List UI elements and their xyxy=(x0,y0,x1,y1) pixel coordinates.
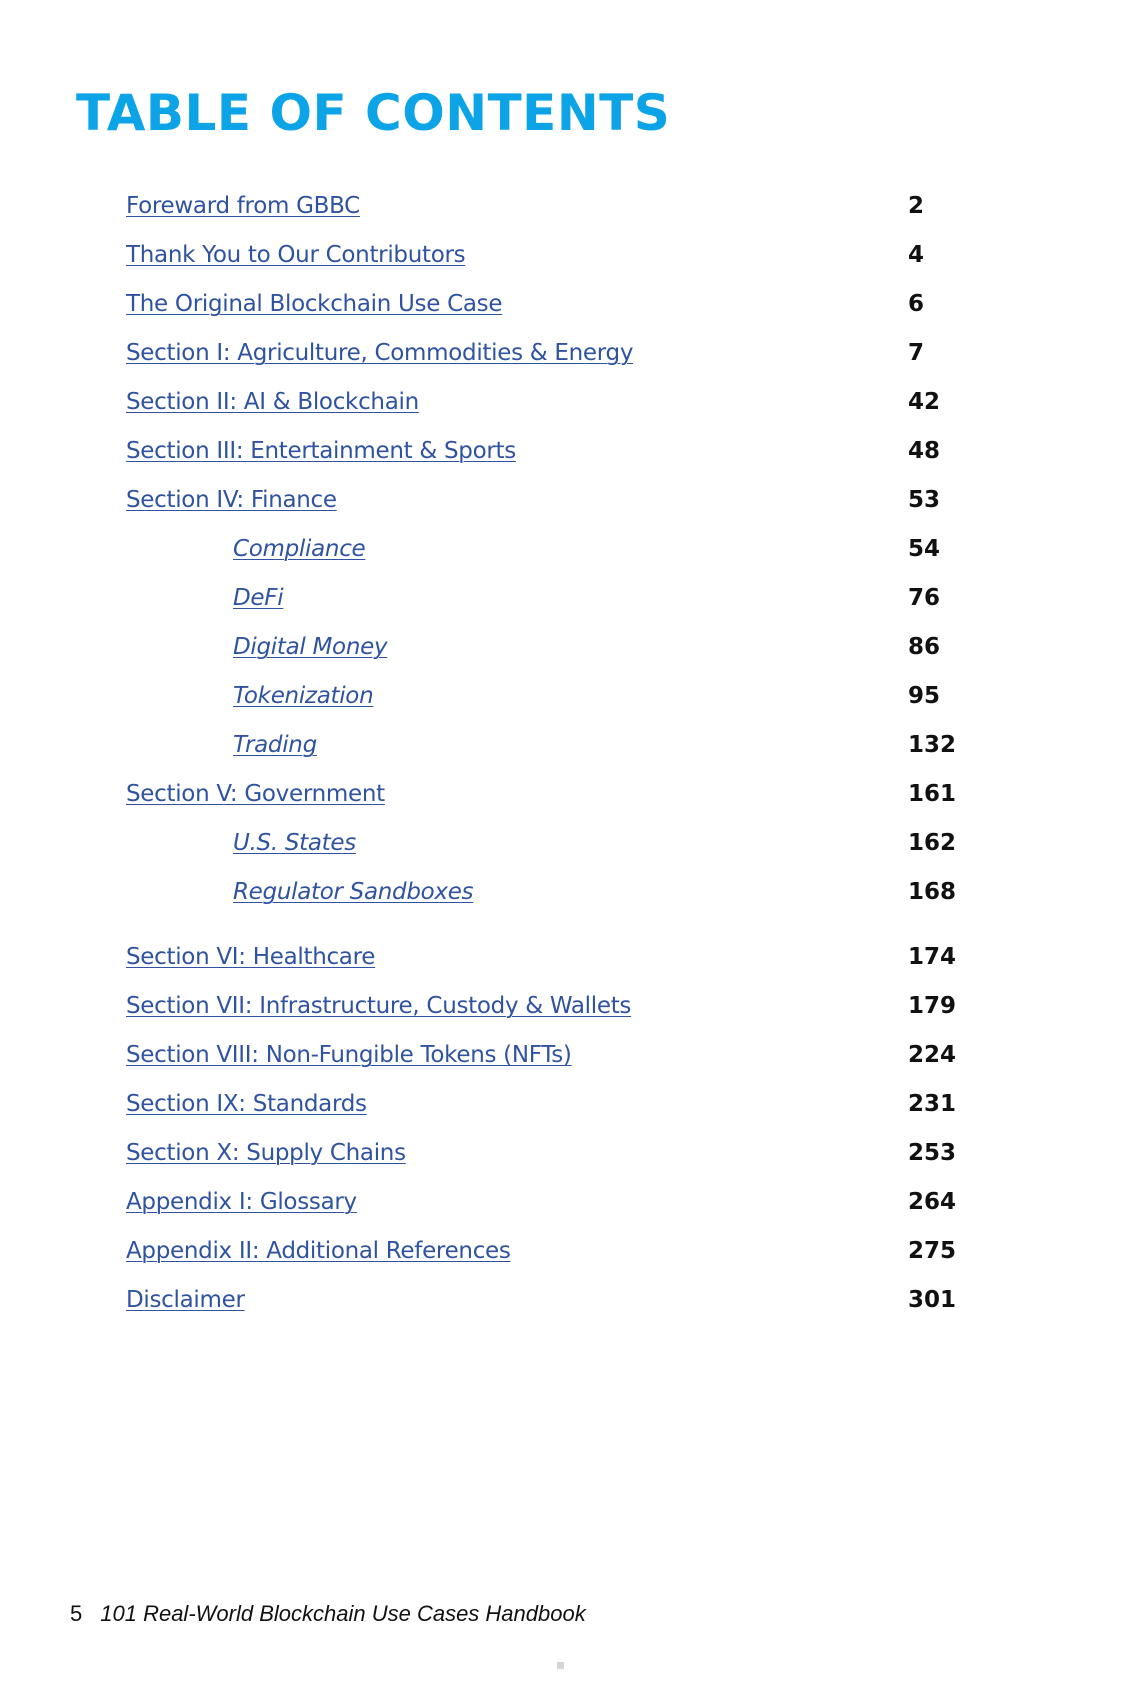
toc-link-section-i[interactable]: Section I: Agriculture, Commodities & Energy xyxy=(126,340,634,366)
footer-page-number: 5 xyxy=(70,1601,83,1626)
toc-entry xyxy=(0,186,1121,226)
toc-page-number: 161 xyxy=(908,781,957,807)
toc-link-section-iii[interactable]: Section III: Entertainment & Sports xyxy=(126,438,516,464)
toc-page-number: 6 xyxy=(908,291,925,317)
toc-link-section-vii[interactable]: Section VII: Infrastructure, Custody & Wallets xyxy=(126,993,632,1019)
toc-link-appendix-ii[interactable]: Appendix II: Additional References xyxy=(126,1238,511,1264)
toc-page-number: 86 xyxy=(908,634,941,660)
toc-entry xyxy=(0,284,1121,324)
toc-subentry xyxy=(0,872,1121,912)
toc-page-number: 48 xyxy=(908,438,941,464)
toc-page-number: 54 xyxy=(908,536,941,562)
toc-link-compliance[interactable]: Compliance xyxy=(233,536,366,562)
toc-entry xyxy=(0,1084,1121,1124)
toc-link-section-vi[interactable]: Section VI: Healthcare xyxy=(126,944,376,970)
toc-subentry xyxy=(0,529,1121,569)
toc-link-us-states[interactable]: U.S. States xyxy=(233,830,356,856)
toc-link-section-ix[interactable]: Section IX: Standards xyxy=(126,1091,367,1117)
toc-subentry xyxy=(0,725,1121,765)
page-footer xyxy=(70,1600,586,1628)
toc-entry xyxy=(0,333,1121,373)
toc-entry xyxy=(0,937,1121,977)
toc-entry xyxy=(0,235,1121,275)
page-marker xyxy=(557,1662,564,1669)
toc-page-number: 7 xyxy=(908,340,925,366)
toc-link-section-ii[interactable]: Section II: AI & Blockchain xyxy=(126,389,419,415)
toc-page-number: 179 xyxy=(908,993,957,1019)
toc-link-disclaimer[interactable]: Disclaimer xyxy=(126,1287,245,1313)
toc-page-number: 224 xyxy=(908,1042,957,1068)
toc-entry xyxy=(0,774,1121,814)
toc-link-section-x[interactable]: Section X: Supply Chains xyxy=(126,1140,406,1166)
toc-entry xyxy=(0,1231,1121,1271)
toc-page-number: 95 xyxy=(908,683,941,709)
toc-entry xyxy=(0,382,1121,422)
toc-page-number: 76 xyxy=(908,585,941,611)
toc-link-section-viii[interactable]: Section VIII: Non-Fungible Tokens (NFTs) xyxy=(126,1042,572,1068)
toc-subentry xyxy=(0,823,1121,863)
toc-entry xyxy=(0,431,1121,471)
toc-link-defi[interactable]: DeFi xyxy=(233,585,284,611)
toc-link-thank-you[interactable]: Thank You to Our Contributors xyxy=(126,242,466,268)
toc-page-number: 168 xyxy=(908,879,957,905)
toc-entry xyxy=(0,986,1121,1026)
toc-link-digital-money[interactable]: Digital Money xyxy=(233,634,388,660)
toc-page-number: 42 xyxy=(908,389,941,415)
toc-link-section-v[interactable]: Section V: Government xyxy=(126,781,385,807)
toc-page-number: 132 xyxy=(908,732,957,758)
toc-page-number: 275 xyxy=(908,1238,957,1264)
toc-link-regulator-sandboxes[interactable]: Regulator Sandboxes xyxy=(233,879,474,905)
toc-page-number: 162 xyxy=(908,830,957,856)
toc-page-number: 264 xyxy=(908,1189,957,1215)
toc-entry xyxy=(0,480,1121,520)
toc-link-original-use-case[interactable]: The Original Blockchain Use Case xyxy=(126,291,503,317)
toc-subentry xyxy=(0,627,1121,667)
toc-entry xyxy=(0,1280,1121,1320)
toc-page-number: 301 xyxy=(908,1287,957,1313)
toc-link-tokenization[interactable]: Tokenization xyxy=(233,683,374,709)
toc-link-section-iv[interactable]: Section IV: Finance xyxy=(126,487,337,513)
toc-entry xyxy=(0,1182,1121,1222)
toc-entry xyxy=(0,1133,1121,1173)
toc-page-number: 53 xyxy=(908,487,941,513)
footer-book-title: 101 Real-World Blockchain Use Cases Handbook xyxy=(100,1601,586,1626)
toc-page-number: 253 xyxy=(908,1140,957,1166)
toc-subentry xyxy=(0,578,1121,618)
toc-entry xyxy=(0,1035,1121,1075)
toc-link-foreward[interactable]: Foreward from GBBC xyxy=(126,193,360,219)
toc-page-number: 4 xyxy=(908,242,925,268)
toc-link-appendix-i[interactable]: Appendix I: Glossary xyxy=(126,1189,357,1215)
toc-page-number: 231 xyxy=(908,1091,957,1117)
page-title: TABLE OF CONTENTS xyxy=(76,84,671,142)
toc-page-number: 174 xyxy=(908,944,957,970)
toc-page-number: 2 xyxy=(908,193,925,219)
toc-link-trading[interactable]: Trading xyxy=(233,732,317,758)
toc-subentry xyxy=(0,676,1121,716)
